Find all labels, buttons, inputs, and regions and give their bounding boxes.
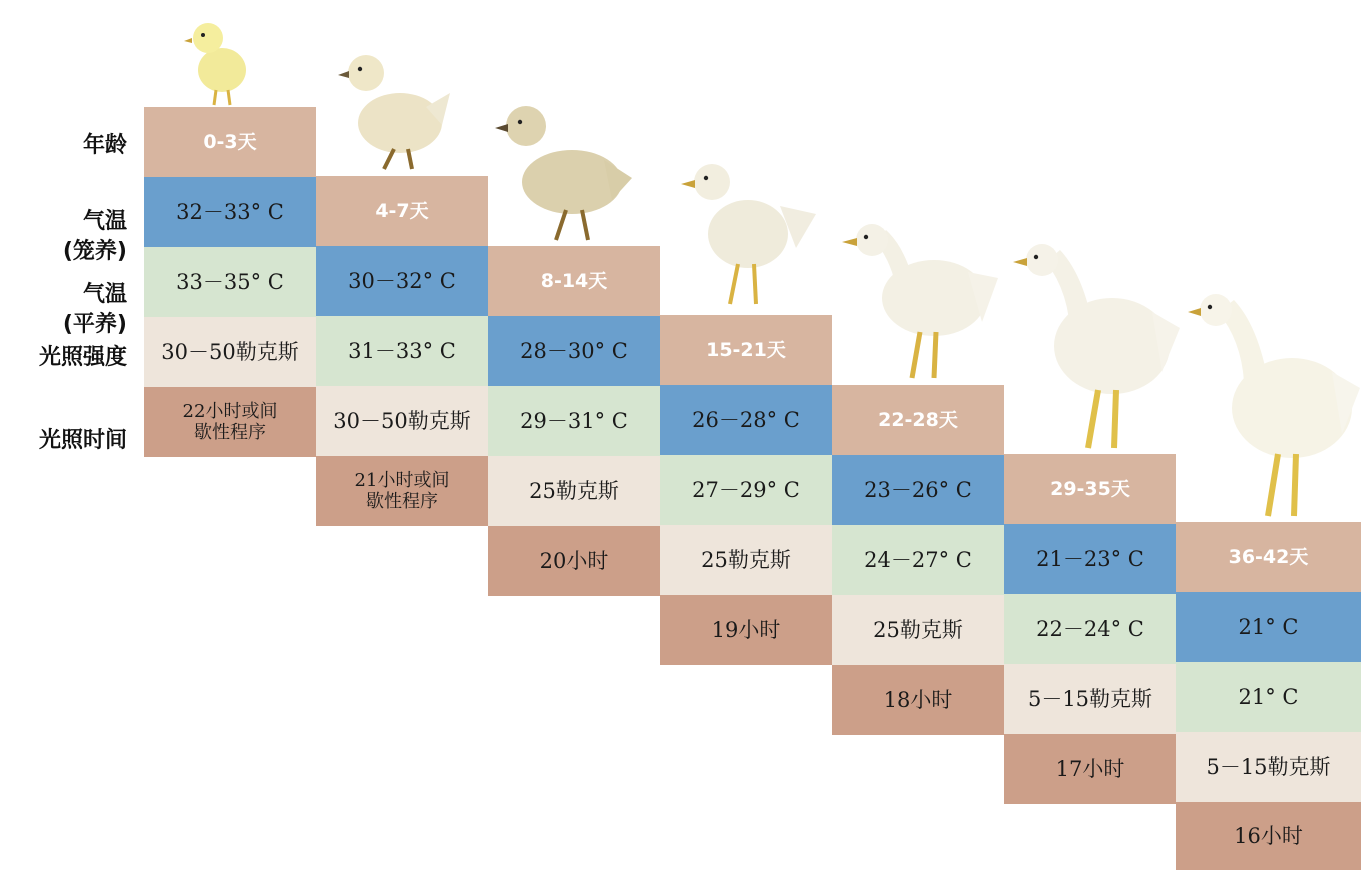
stage-column-4: [660, 315, 832, 665]
stage-temp-cage: 28－30° C: [488, 316, 660, 386]
stage-light-intensity: 5－15勒克斯: [1176, 732, 1361, 802]
stage-age: 0-3天: [144, 107, 316, 177]
chick-icon: [676, 156, 816, 314]
chick-icon: [1188, 288, 1360, 520]
stage-temp-cage: 26－28° C: [660, 385, 832, 455]
stage-age: 15-21天: [660, 315, 832, 385]
stage-age: 22-28天: [832, 385, 1004, 455]
stage-light-time: 22小时或间 歇性程序: [144, 387, 316, 457]
stage-temp-flat: 22－24° C: [1004, 594, 1176, 664]
stage-light-time: 21小时或间 歇性程序: [316, 456, 488, 526]
stage-column-5: [832, 385, 1004, 735]
stage-light-time: 17小时: [1004, 734, 1176, 804]
stage-age: 4-7天: [316, 176, 488, 246]
stage-temp-flat: 24－27° C: [832, 525, 1004, 595]
stage-age: 29-35天: [1004, 454, 1176, 524]
row-label-temp-flat: 气温 (平养): [62, 282, 127, 337]
stage-light-time: 19小时: [660, 595, 832, 665]
stage-column-3: [488, 246, 660, 596]
row-label-age: 年龄: [82, 133, 127, 158]
stage-temp-flat: 21° C: [1176, 662, 1361, 732]
stage-light-time: 20小时: [488, 526, 660, 596]
chick-icon: [494, 100, 634, 245]
row-label-temp-cage: 气温 (笼养): [62, 209, 127, 264]
stage-temp-flat: 33－35° C: [144, 247, 316, 317]
stage-temp-flat: 31－33° C: [316, 316, 488, 386]
stage-column-6: [1004, 454, 1176, 804]
stage-temp-cage: 23－26° C: [832, 455, 1004, 525]
stage-temp-cage: 30－32° C: [316, 246, 488, 316]
row-label-light-time: 光照时间: [38, 428, 127, 453]
stage-temp-cage: 21° C: [1176, 592, 1361, 662]
stage-light-time: 16小时: [1176, 802, 1361, 870]
stage-column-7: [1176, 522, 1361, 870]
stage-light-intensity: 25勒克斯: [660, 525, 832, 595]
stage-temp-flat: 29－31° C: [488, 386, 660, 456]
stage-light-intensity: 30－50勒克斯: [316, 386, 488, 456]
chick-icon: [336, 45, 454, 175]
stage-column-1: [144, 107, 316, 457]
stage-light-time: 18小时: [832, 665, 1004, 735]
chick-icon: [1012, 236, 1180, 454]
stage-temp-cage: 32－33° C: [144, 177, 316, 247]
stage-light-intensity: 5－15勒克斯: [1004, 664, 1176, 734]
row-label-light-intensity: 光照强度: [38, 345, 127, 370]
chick-icon: [180, 8, 250, 108]
chick-icon: [838, 212, 998, 384]
stage-light-intensity: 25勒克斯: [488, 456, 660, 526]
stage-age: 8-14天: [488, 246, 660, 316]
stage-column-2: [316, 176, 488, 526]
stage-temp-cage: 21－23° C: [1004, 524, 1176, 594]
stage-light-intensity: 30－50勒克斯: [144, 317, 316, 387]
stage-temp-flat: 27－29° C: [660, 455, 832, 525]
stage-light-intensity: 25勒克斯: [832, 595, 1004, 665]
stage-age: 36-42天: [1176, 522, 1361, 592]
